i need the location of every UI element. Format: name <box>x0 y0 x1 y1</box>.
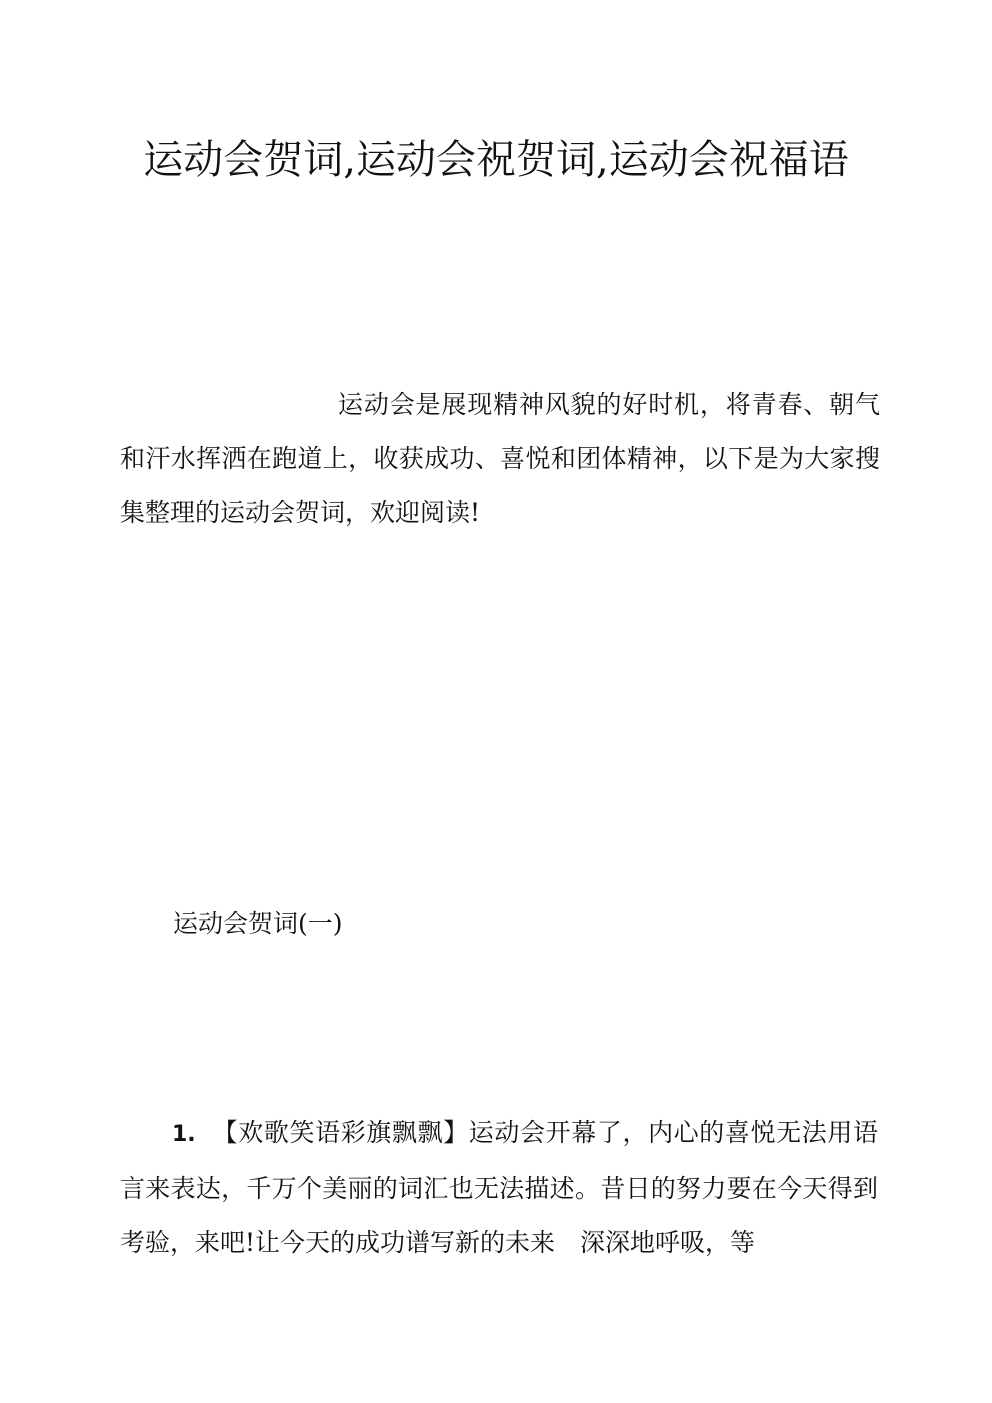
list-item-number: 1. <box>172 1122 196 1147</box>
section-heading: 运动会贺词(一) <box>173 909 343 938</box>
list-item <box>120 1106 878 1270</box>
intro-paragraph: 运动会是展现精神风貌的好时机，将青春、朝气和汗水挥洒在跑道上，收获成功、喜悦和团体精神，以下是为大家搜集整理的运动会贺词，欢迎阅读! <box>120 390 880 527</box>
document-title: 运动会贺词,运动会祝贺词,运动会祝福语 <box>143 137 849 183</box>
list-item-text: 【欢歌笑语彩旗飘飘】运动会开幕了，内心的喜悦无法用语言来表达，千万个美丽的词汇也无法描述。昔日的努力要在今天得到考验，来吧!让今天的成功谱写新的未来 深深地呼吸，等 <box>120 1118 878 1257</box>
